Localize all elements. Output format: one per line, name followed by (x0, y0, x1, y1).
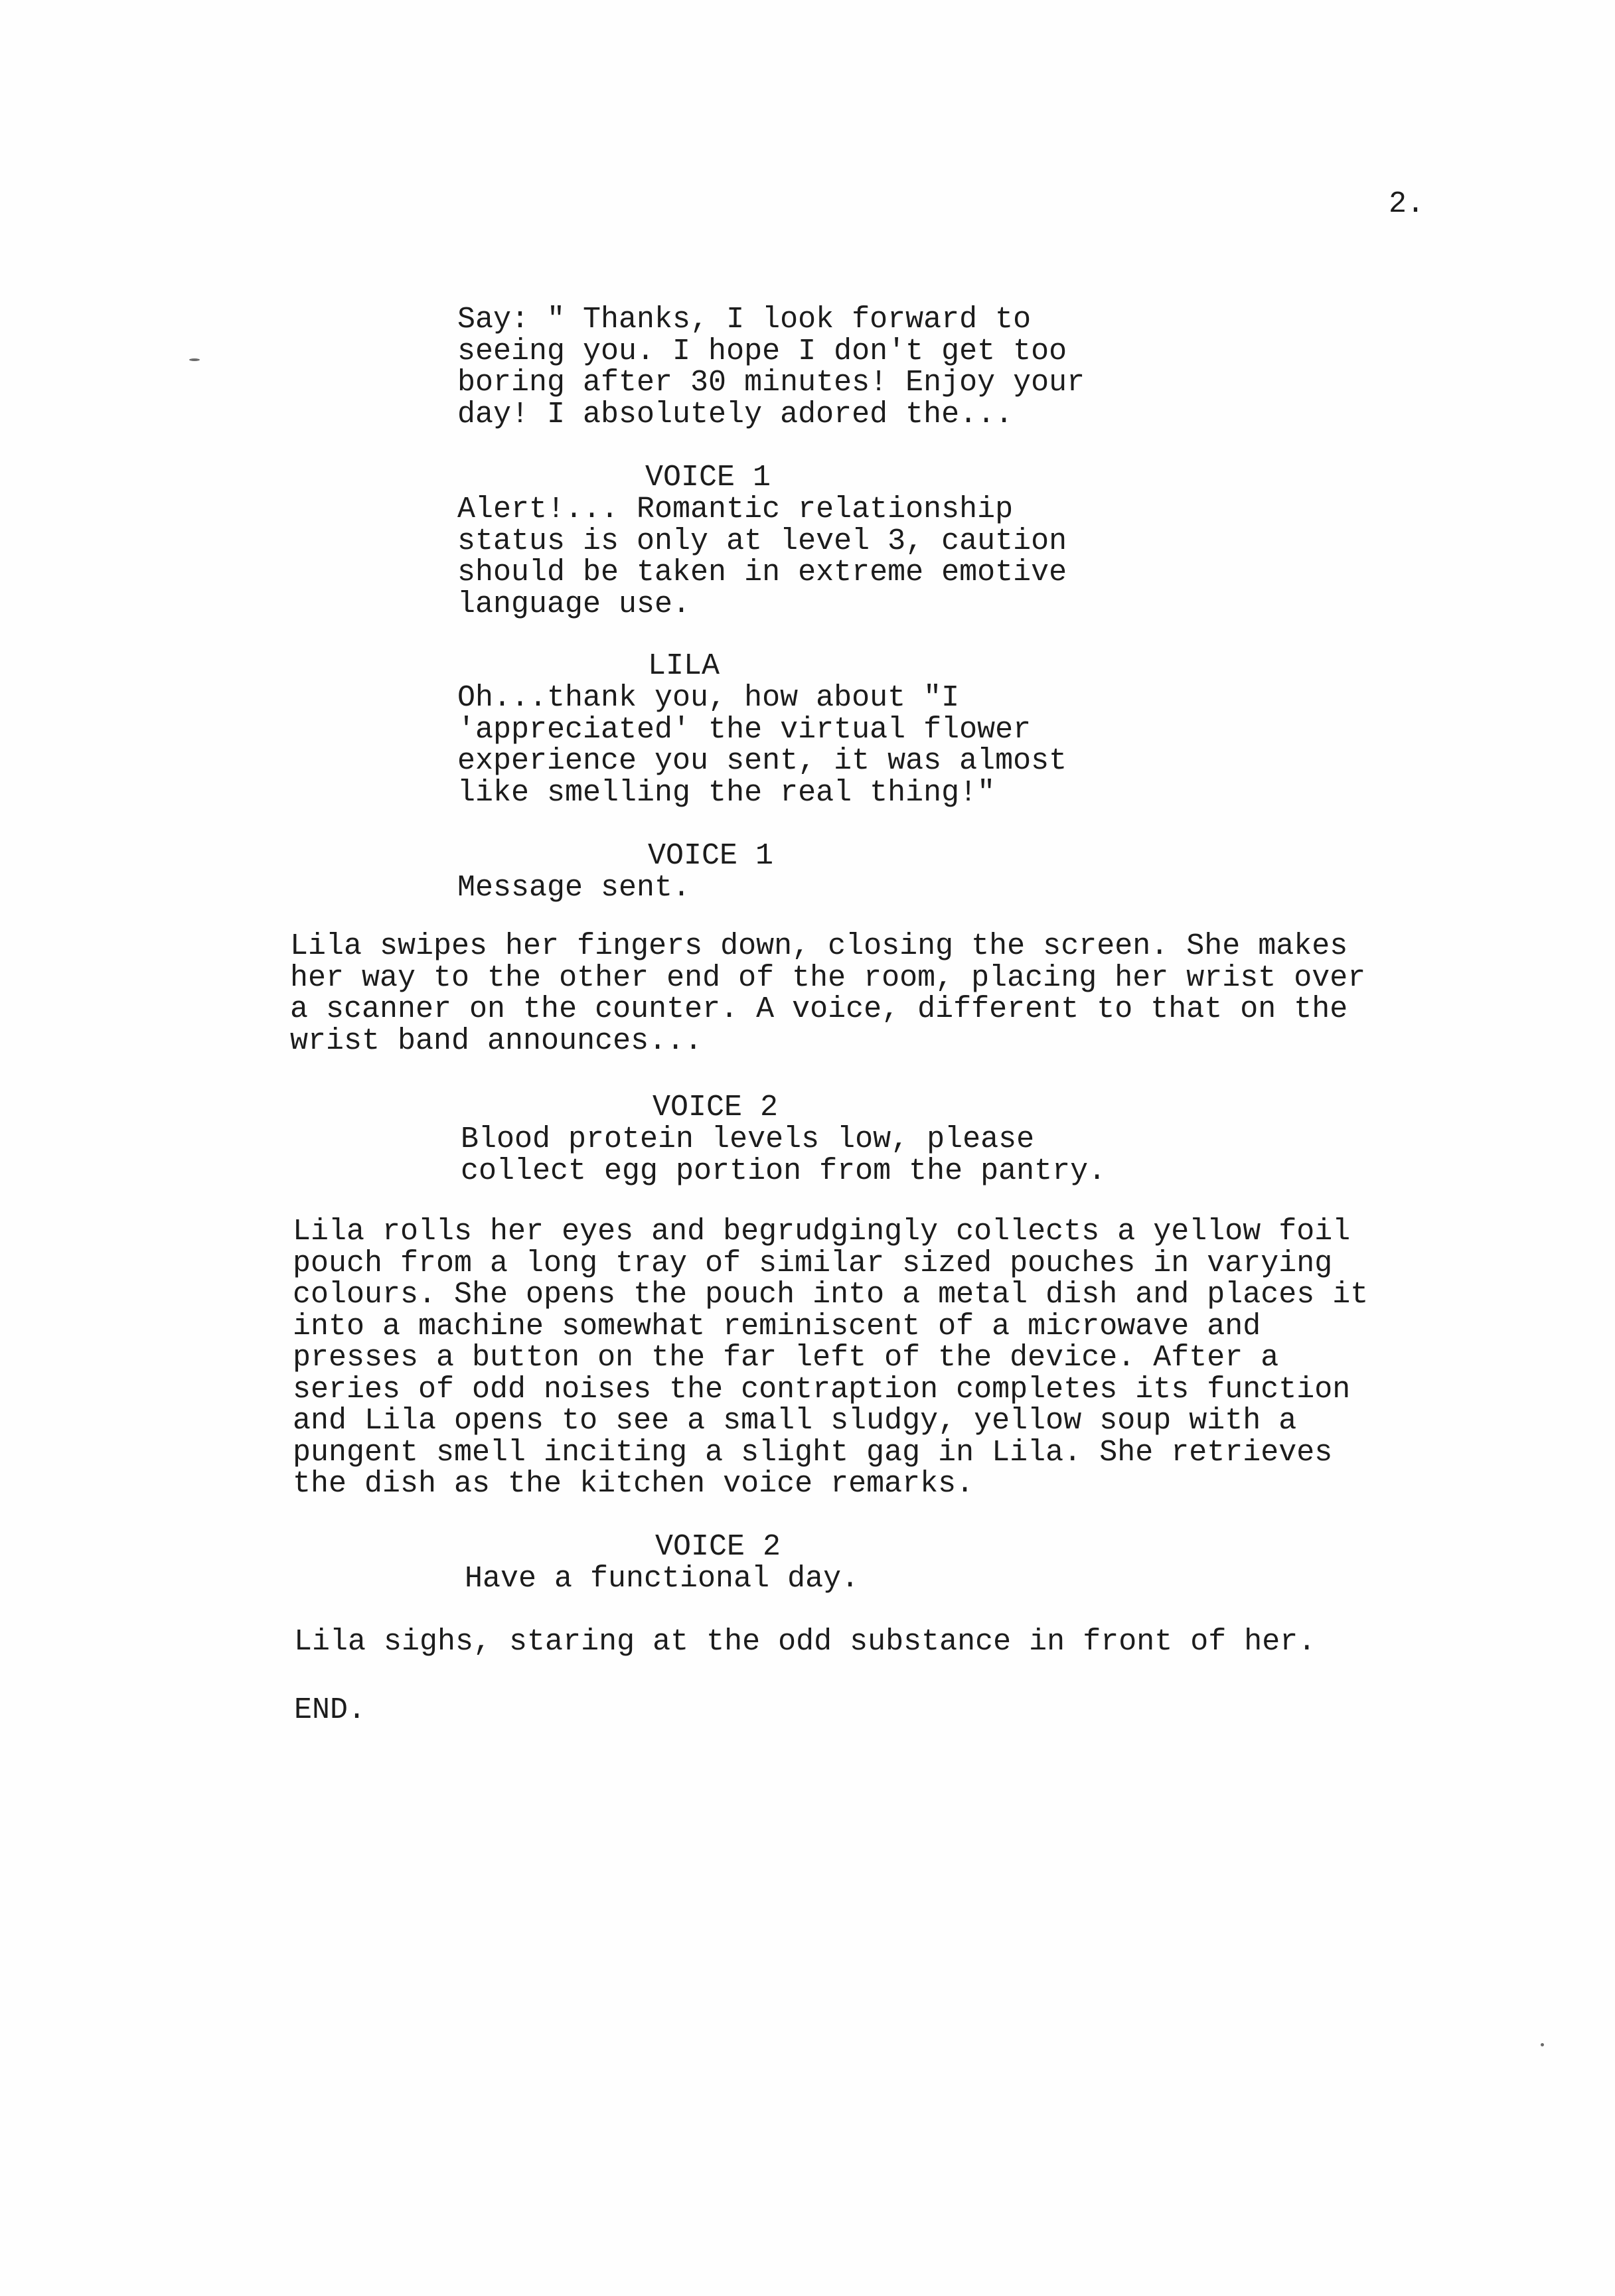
dialogue-block: Blood protein levels low, please collect egg portion from the pantry. (461, 1122, 1107, 1188)
dialogue-block: Alert!... Romantic relationship status is only at level 3, caution should be taken in extreme emotive language use. (457, 493, 1067, 621)
character-cue-voice-2: VOICE 2 (655, 1530, 781, 1564)
dialogue-block: Have a functional day. (465, 1562, 860, 1596)
character-cue-voice-1: VOICE 1 (648, 839, 774, 873)
action-paragraph: Lila sighs, staring at the odd substance in front of her. (294, 1625, 1316, 1659)
page-number: 2. (1389, 187, 1425, 221)
scan-speck (189, 358, 200, 361)
character-cue-voice-2: VOICE 2 (653, 1091, 779, 1124)
end-marker: END. (294, 1693, 366, 1727)
character-cue-voice-1: VOICE 1 (645, 461, 771, 495)
action-paragraph: Lila rolls her eyes and begrudgingly collects a yellow foil pouch from a long tray of similar sized pouches in varying colours. She opens the pouch into a metal dish and places it into a machine somewhat reminiscent of a microwave and presses a button on the far left of the device. After a series of odd noises the contraption completes its function and Lila opens to see a small sludgy, yellow soup with a pungent smell inciting a slight gag in Lila. She retrieves the dish as the kitchen voice remarks. (293, 1215, 1369, 1501)
action-paragraph: Lila swipes her fingers down, closing the screen. She makes her way to the other end of the room, placing her wrist over a scanner on the counter. A voice, different to that on the wrist band announces... (290, 929, 1366, 1058)
dialogue-block: Message sent. (457, 871, 691, 905)
scan-speck (1541, 2043, 1544, 2046)
character-cue-lila: LILA (648, 649, 720, 683)
dialogue-block: Oh...thank you, how about "I 'appreciated' the virtual flower experience you sent, it was almost like smelling the real thing!" (457, 681, 1067, 810)
dialogue-block: Say: " Thanks, I look forward to seeing you. I hope I don't get too boring after 30 minutes! Enjoy your day! I absolutely adored the... (457, 303, 1085, 431)
